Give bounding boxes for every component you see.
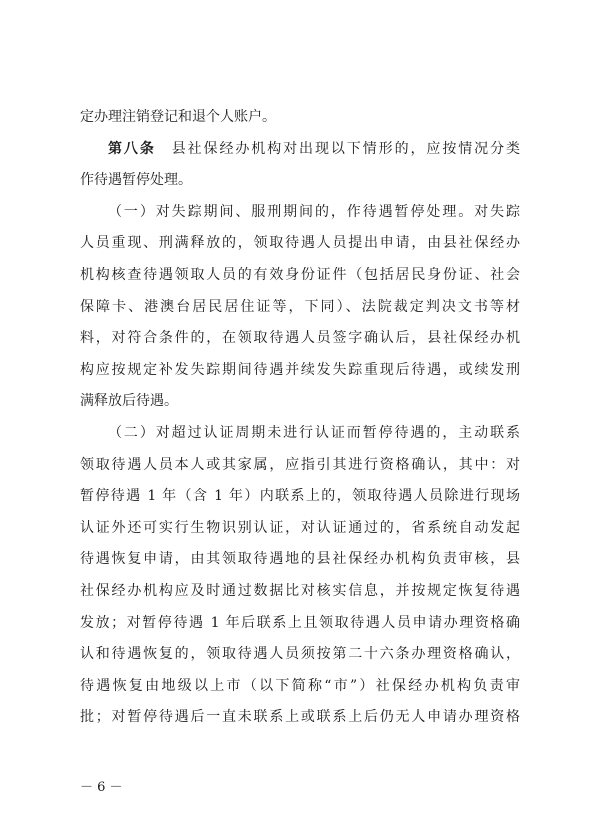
text-line: 领取待遇人员本人或其家属，应指引其进行资格确认，其中：对: [80, 456, 520, 473]
text-line: 满释放后待遇。: [80, 393, 178, 410]
text-line: 待遇恢复由地级以上市（以下简称“市”）社保经办机构负责审: [80, 677, 520, 694]
text-line: 构应按规定补发失踪期间待遇并续发失踪重现后待遇，或续发刑: [80, 361, 520, 378]
article-text: 县社保经办机构对出现以下情形的，应按情况分类: [171, 140, 521, 157]
text-line: （二）对超过认证周期未进行认证而暂停待遇的，主动联系: [108, 425, 520, 441]
text-line: 保障卡、港澳台居民居住证等，下同）、法院裁定判决文书等材: [80, 298, 520, 315]
text-line: 机构核查待遇领取人员的有效身份证件（包括居民身份证、社会: [80, 267, 520, 283]
text-line: 批；对暂停待遇后一直未联系上或联系上后仍无人申请办理资格: [80, 709, 520, 726]
text-line: 作待遇暂停处理。: [80, 172, 192, 189]
text-line: 社保经办机构应及时通过数据比对核实信息，并按规定恢复待遇: [80, 583, 520, 599]
text-line: 人员重现、刑满释放的，领取待遇人员提出申请，由县社保经办: [80, 235, 520, 252]
text-line: 定办理注销登记和退个人账户。: [80, 109, 276, 125]
page-number: － 6 －: [80, 780, 123, 795]
text-line: 认证外还可实行生物识别认证，对认证通过的，省系统自动发起: [80, 519, 520, 536]
text-line: 待遇恢复申请，由其领取待遇地的县社保经办机构负责审核，县: [80, 551, 520, 568]
article-heading: 第八条: [108, 140, 156, 157]
text-line: 料，对符合条件的，在领取待遇人员签字确认后，县社保经办机: [80, 330, 520, 347]
article-line: [108, 140, 520, 158]
text-line: （一）对失踪期间、服刑期间的，作待遇暂停处理。对失踪: [108, 203, 520, 220]
text-line: 认和待遇恢复的，领取待遇人员须按第二十六条办理资格确认，: [80, 646, 520, 663]
text-line: 发放；对暂停待遇 1 年后联系上且领取待遇人员申请办理资格确: [80, 614, 520, 631]
text-line: 暂停待遇 1 年（含 1 年）内联系上的，领取待遇人员除进行现场: [80, 488, 520, 505]
